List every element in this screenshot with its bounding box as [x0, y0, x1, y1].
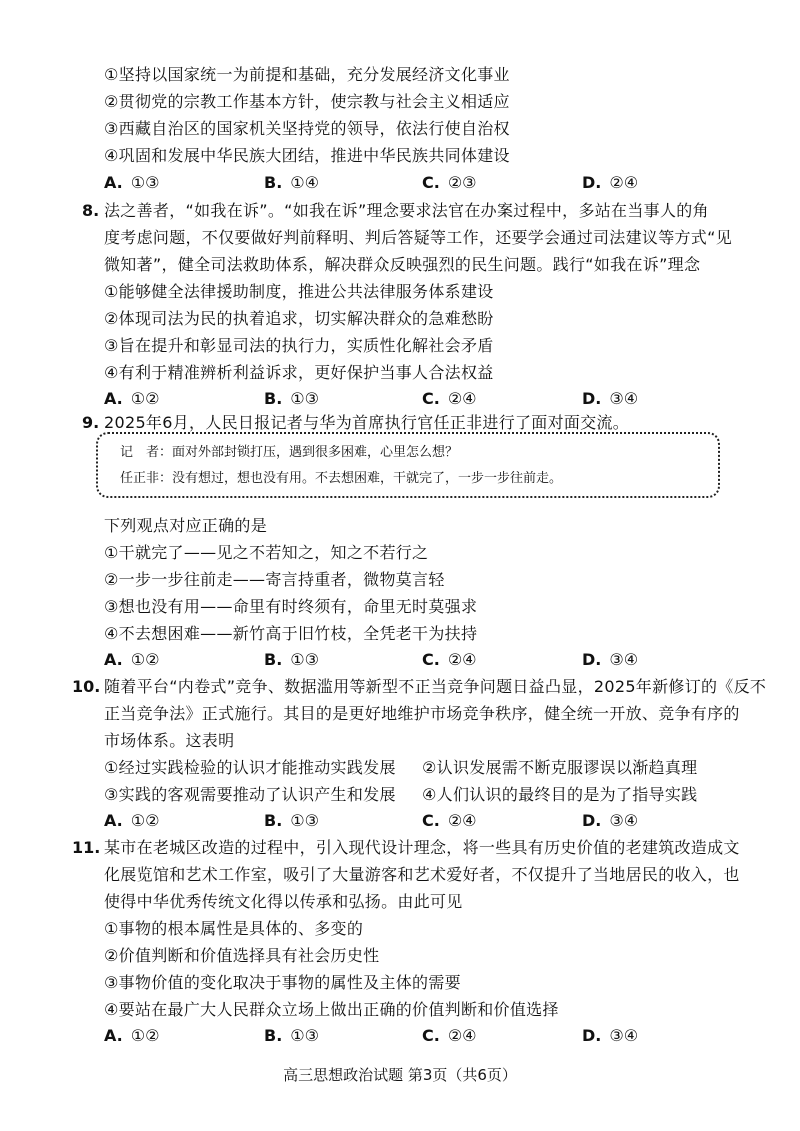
q9-options [104, 647, 744, 673]
q7-options [104, 170, 744, 196]
q8-stem-line-2: 度考虑问题，不仅要做好判前释明、判后答疑等工作，还要学会通过司法建议等方式“见 [104, 228, 732, 247]
q9-statement-2: ②一步一步往前走——寄言持重者，微物莫言轻 [104, 570, 445, 589]
q9-statement-3: ③想也没有用——命里有时终须有，命里无时莫强求 [104, 597, 478, 616]
q11-options [104, 1023, 744, 1049]
q8-option-a[interactable]: A. ①② [104, 389, 160, 408]
q7-statement-2: ②贯彻党的宗教工作基本方针，使宗教与社会主义相适应 [104, 92, 510, 111]
q7-option-b[interactable]: B. ①④ [264, 173, 319, 192]
q11-stem-line-1: 某市在老城区改造的过程中，引入现代设计理念，将一些具有历史价值的老建筑改造成文 [104, 838, 740, 857]
q10-option-d[interactable]: D. ③④ [582, 811, 639, 830]
q7-statement-4: ④巩固和发展中华民族大团结，推进中华民族共同体建设 [104, 146, 510, 165]
q10-stem-line-2: 正当竞争法》正式施行。其目的是更好地维护市场竞争秩序，健全统一开放、竞争有序的 [104, 704, 740, 723]
q10-statement-4: ④人们认识的最终目的是为了指导实践 [422, 785, 698, 804]
q10-number: 10. [72, 677, 101, 696]
q9-prompt: 下列观点对应正确的是 [104, 516, 268, 535]
q7-statement-3: ③西藏自治区的国家机关坚持党的领导，依法行使自治权 [104, 119, 510, 138]
q11-stem-line-2: 化展览馆和艺术工作室，吸引了大量游客和艺术爱好者，不仅提升了当地居民的收入，也 [104, 865, 740, 884]
q8-statement-3: ③旨在提升和彰显司法的执行力，实质性化解社会矛盾 [104, 336, 494, 355]
q7-option-d[interactable]: D. ②④ [582, 173, 639, 192]
q8-statement-1: ①能够健全法律援助制度，推进公共法律服务体系建设 [104, 282, 494, 301]
q7-option-c[interactable]: C. ②③ [422, 173, 477, 192]
q11-statement-3: ③事物价值的变化取决于事物的属性及主体的需要 [104, 973, 461, 992]
q10-stem-line-3: 市场体系。这表明 [104, 731, 235, 750]
q8-option-b[interactable]: B. ①③ [264, 389, 319, 408]
q7-statement-1: ①坚持以国家统一为前提和基础，充分发展经济文化事业 [104, 65, 510, 84]
q11-number: 11. [72, 838, 101, 857]
q9-statement-4: ④不去想困难——新竹高于旧竹枝，全凭老干为扶持 [104, 624, 478, 643]
q9-statement-1: ①干就完了——见之不若知之，知之不若行之 [104, 543, 429, 562]
q10-statement-2: ②认识发展需不断克服谬误以渐趋真理 [422, 758, 698, 777]
q7-option-a[interactable]: A. ①③ [104, 173, 160, 192]
q11-option-a[interactable]: A. ①② [104, 1026, 160, 1045]
q8-statement-4: ④有利于精准辨析利益诉求，更好保护当事人合法权益 [104, 363, 494, 382]
q10-statement-row-1 [104, 755, 736, 781]
dialog-ren-zhengfei-line: 任正非：没有想过，想也没有用。不去想困难，干就完了，一步一步往前走。 [120, 471, 563, 486]
q11-statement-4: ④要站在最广大人民群众立场上做出正确的价值判断和价值选择 [104, 1000, 559, 1019]
interview-dialog-box [96, 432, 720, 498]
q10-statement-3: ③实践的客观需要推动了认识产生和发展 [104, 785, 396, 804]
q8-option-d[interactable]: D. ③④ [582, 389, 639, 408]
dialog-reporter-line: 记 者：面对外部封锁打压，遇到很多困难，心里怎么想？ [120, 445, 459, 460]
q9-option-d[interactable]: D. ③④ [582, 650, 639, 669]
q10-statement-1: ①经过实践检验的认识才能推动实践发展 [104, 758, 396, 777]
q10-statement-row-2 [104, 782, 736, 808]
q11-option-b[interactable]: B. ①③ [264, 1026, 319, 1045]
q8-options [104, 386, 744, 412]
q9-number: 9. [82, 413, 100, 432]
q9-stem: 2025年6月，人民日报记者与华为首席执行官任正非进行了面对面交流。 [104, 413, 630, 432]
q9-option-a[interactable]: A. ①② [104, 650, 160, 669]
q11-statement-2: ②价值判断和价值选择具有社会历史性 [104, 946, 380, 965]
q10-option-c[interactable]: C. ②④ [422, 811, 477, 830]
q10-options [104, 808, 744, 834]
q11-statement-1: ①事物的根本属性是具体的、多变的 [104, 919, 364, 938]
q10-stem-line-1: 随着平台“内卷式”竞争、数据滥用等新型不正当竞争问题日益凸显，2025年新修订的《反不 [104, 677, 767, 696]
q8-number: 8. [82, 201, 100, 220]
q10-option-b[interactable]: B. ①③ [264, 811, 319, 830]
q11-option-d[interactable]: D. ③④ [582, 1026, 639, 1045]
q8-statement-2: ②体现司法为民的执着追求，切实解决群众的急难愁盼 [104, 309, 494, 328]
q11-stem-line-3: 使得中华优秀传统文化得以传承和弘扬。由此可见 [104, 892, 463, 911]
q9-option-c[interactable]: C. ②④ [422, 650, 477, 669]
q10-option-a[interactable]: A. ①② [104, 811, 160, 830]
q8-option-c[interactable]: C. ②④ [422, 389, 477, 408]
q8-stem-line-1: 法之善者，“如我在诉”。“如我在诉”理念要求法官在办案过程中，多站在当事人的角 [104, 201, 709, 220]
q11-option-c[interactable]: C. ②④ [422, 1026, 477, 1045]
q9-option-b[interactable]: B. ①③ [264, 650, 319, 669]
page-footer: 高三思想政治试题 第3页（共6页） [283, 1066, 517, 1084]
q8-stem-line-3: 微知著”，健全司法救助体系，解决群众反映强烈的民生问题。践行“如我在诉”理念 [104, 255, 701, 274]
